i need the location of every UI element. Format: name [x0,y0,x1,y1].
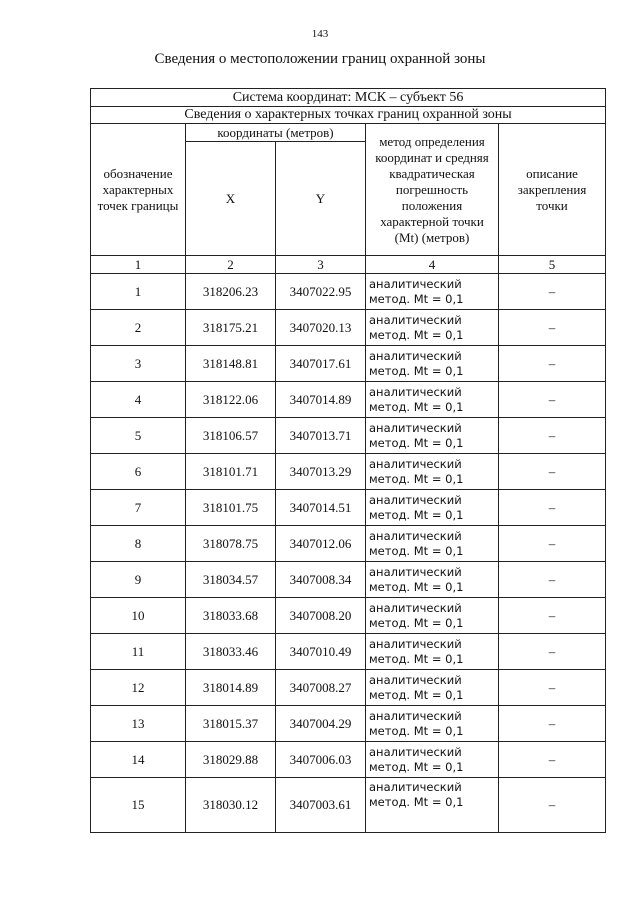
x-coordinate-cell: 318122.06 [186,382,276,418]
page-number: 143 [311,28,329,40]
coordinates-table [90,88,606,833]
table-row [91,490,606,526]
description-cell: – [499,706,606,742]
y-coordinate-cell: 3407008.34 [276,562,366,598]
document-title: Сведения о местоположении границ охранной зоны [154,51,486,67]
point-number-cell: 6 [91,454,186,490]
table-row [91,274,606,310]
y-coordinate-cell: 3407013.29 [276,454,366,490]
method-cell [366,454,499,490]
method-line-1: аналитический [369,528,462,543]
x-coordinate-cell: 318078.75 [186,526,276,562]
point-number-cell: 7 [91,490,186,526]
method-line-2: метод. Mt = 0,1 [369,543,464,558]
column-header-row [91,124,606,142]
point-number-cell: 1 [91,274,186,310]
x-coordinate-cell: 318029.88 [186,742,276,778]
point-number-cell: 3 [91,346,186,382]
method-line-2: метод. Mt = 0,1 [369,471,464,486]
point-number-cell: 13 [91,706,186,742]
col-number: 5 [499,256,606,274]
point-number-cell: 10 [91,598,186,634]
description-cell: – [499,742,606,778]
points-subheader: Сведения о характерных точках границ охранной зоны [91,107,606,124]
table-row [91,778,606,833]
column-numbers-row [91,256,606,274]
method-line-1: аналитический [369,420,462,435]
table-row [91,742,606,778]
table-row [91,310,606,346]
method-cell [366,742,499,778]
y-coordinate-cell: 3407020.13 [276,310,366,346]
table-row [91,454,606,490]
y-coordinate-cell: 3407014.51 [276,490,366,526]
method-line-2: метод. Mt = 0,1 [369,759,464,774]
col-number: 1 [91,256,186,274]
method-cell [366,562,499,598]
table-row [91,346,606,382]
method-line-1: аналитический [369,348,462,363]
method-line-2: метод. Mt = 0,1 [369,651,464,666]
table-row [91,670,606,706]
description-cell: – [499,346,606,382]
description-cell: – [499,670,606,706]
x-coordinate-cell: 318148.81 [186,346,276,382]
description-cell: – [499,526,606,562]
y-coordinate-cell: 3407022.95 [276,274,366,310]
point-number-cell: 2 [91,310,186,346]
point-number-cell: 14 [91,742,186,778]
method-line-1: аналитический [369,636,462,651]
method-line-1: аналитический [369,600,462,615]
y-coordinate-cell: 3407008.20 [276,598,366,634]
method-line-2: метод. Mt = 0,1 [369,795,464,809]
method-line-2: метод. Mt = 0,1 [369,327,464,342]
x-coordinate-cell: 318030.12 [186,778,276,833]
x-coordinate-cell: 318206.23 [186,274,276,310]
description-cell: – [499,418,606,454]
y-coordinate-cell: 3407004.29 [276,706,366,742]
y-coordinate-cell: 3407012.06 [276,526,366,562]
method-cell [366,490,499,526]
y-coordinate-cell: 3407010.49 [276,634,366,670]
table-row [91,562,606,598]
col-header-method: метод определения координат и средняя квадратическая погрешность положения характерной точки (Mt) (метров) [366,124,499,256]
description-cell: – [499,310,606,346]
x-coordinate-cell: 318101.75 [186,490,276,526]
method-cell [366,670,499,706]
method-line-2: метод. Mt = 0,1 [369,687,464,702]
method-line-2: метод. Mt = 0,1 [369,507,464,522]
method-cell [366,634,499,670]
method-cell [366,382,499,418]
description-cell: – [499,634,606,670]
x-coordinate-cell: 318033.46 [186,634,276,670]
method-line-1: аналитический [369,384,462,399]
description-cell: – [499,598,606,634]
method-line-1: аналитический [369,708,462,723]
col-header-coords: координаты (метров) [186,124,366,142]
method-line-2: метод. Mt = 0,1 [369,291,464,306]
coordinate-system-header: Система координат: МСК – субъект 56 [91,89,606,107]
description-cell: – [499,490,606,526]
col-header-x: X [186,142,276,256]
method-line-1: аналитический [369,564,462,579]
y-coordinate-cell: 3407008.27 [276,670,366,706]
method-cell [366,418,499,454]
subheader-row [91,107,606,124]
description-cell: – [499,562,606,598]
y-coordinate-cell: 3407013.71 [276,418,366,454]
method-line-2: метод. Mt = 0,1 [369,615,464,630]
method-line-1: аналитический [369,744,462,759]
table-row [91,706,606,742]
x-coordinate-cell: 318106.57 [186,418,276,454]
y-coordinate-cell: 3407003.61 [276,778,366,833]
method-cell [366,526,499,562]
point-number-cell: 4 [91,382,186,418]
x-coordinate-cell: 318101.71 [186,454,276,490]
x-coordinate-cell: 318034.57 [186,562,276,598]
method-line-1: аналитический [369,780,462,794]
description-cell: – [499,454,606,490]
method-line-1: аналитический [369,312,462,327]
x-coordinate-cell: 318175.21 [186,310,276,346]
table-row [91,382,606,418]
col-number: 2 [186,256,276,274]
method-line-1: аналитический [369,276,462,291]
point-number-cell: 12 [91,670,186,706]
x-coordinate-cell: 318014.89 [186,670,276,706]
table-row [91,598,606,634]
col-number: 4 [366,256,499,274]
method-line-2: метод. Mt = 0,1 [369,435,464,450]
method-cell [366,706,499,742]
method-cell [366,598,499,634]
col-header-point: обозначение характерных точек границы [91,124,186,256]
description-cell: – [499,274,606,310]
x-coordinate-cell: 318015.37 [186,706,276,742]
method-cell [366,310,499,346]
method-cell [366,346,499,382]
y-coordinate-cell: 3407017.61 [276,346,366,382]
point-number-cell: 15 [91,778,186,833]
point-number-cell: 5 [91,418,186,454]
method-line-1: аналитический [369,456,462,471]
x-coordinate-cell: 318033.68 [186,598,276,634]
method-line-2: метод. Mt = 0,1 [369,579,464,594]
method-line-2: метод. Mt = 0,1 [369,723,464,738]
col-header-y: Y [276,142,366,256]
method-line-2: метод. Mt = 0,1 [369,399,464,414]
point-number-cell: 11 [91,634,186,670]
y-coordinate-cell: 3407014.89 [276,382,366,418]
point-number-cell: 8 [91,526,186,562]
point-number-cell: 9 [91,562,186,598]
table-row [91,526,606,562]
table-row [91,418,606,454]
system-header-row [91,89,606,107]
method-line-1: аналитический [369,492,462,507]
description-cell: – [499,778,606,833]
table-row [91,634,606,670]
method-line-1: аналитический [369,672,462,687]
method-line-2: метод. Mt = 0,1 [369,363,464,378]
y-coordinate-cell: 3407006.03 [276,742,366,778]
description-cell: – [499,382,606,418]
col-header-desc: описание закрепления точки [499,124,606,256]
col-number: 3 [276,256,366,274]
method-cell [366,778,499,833]
method-cell [366,274,499,310]
